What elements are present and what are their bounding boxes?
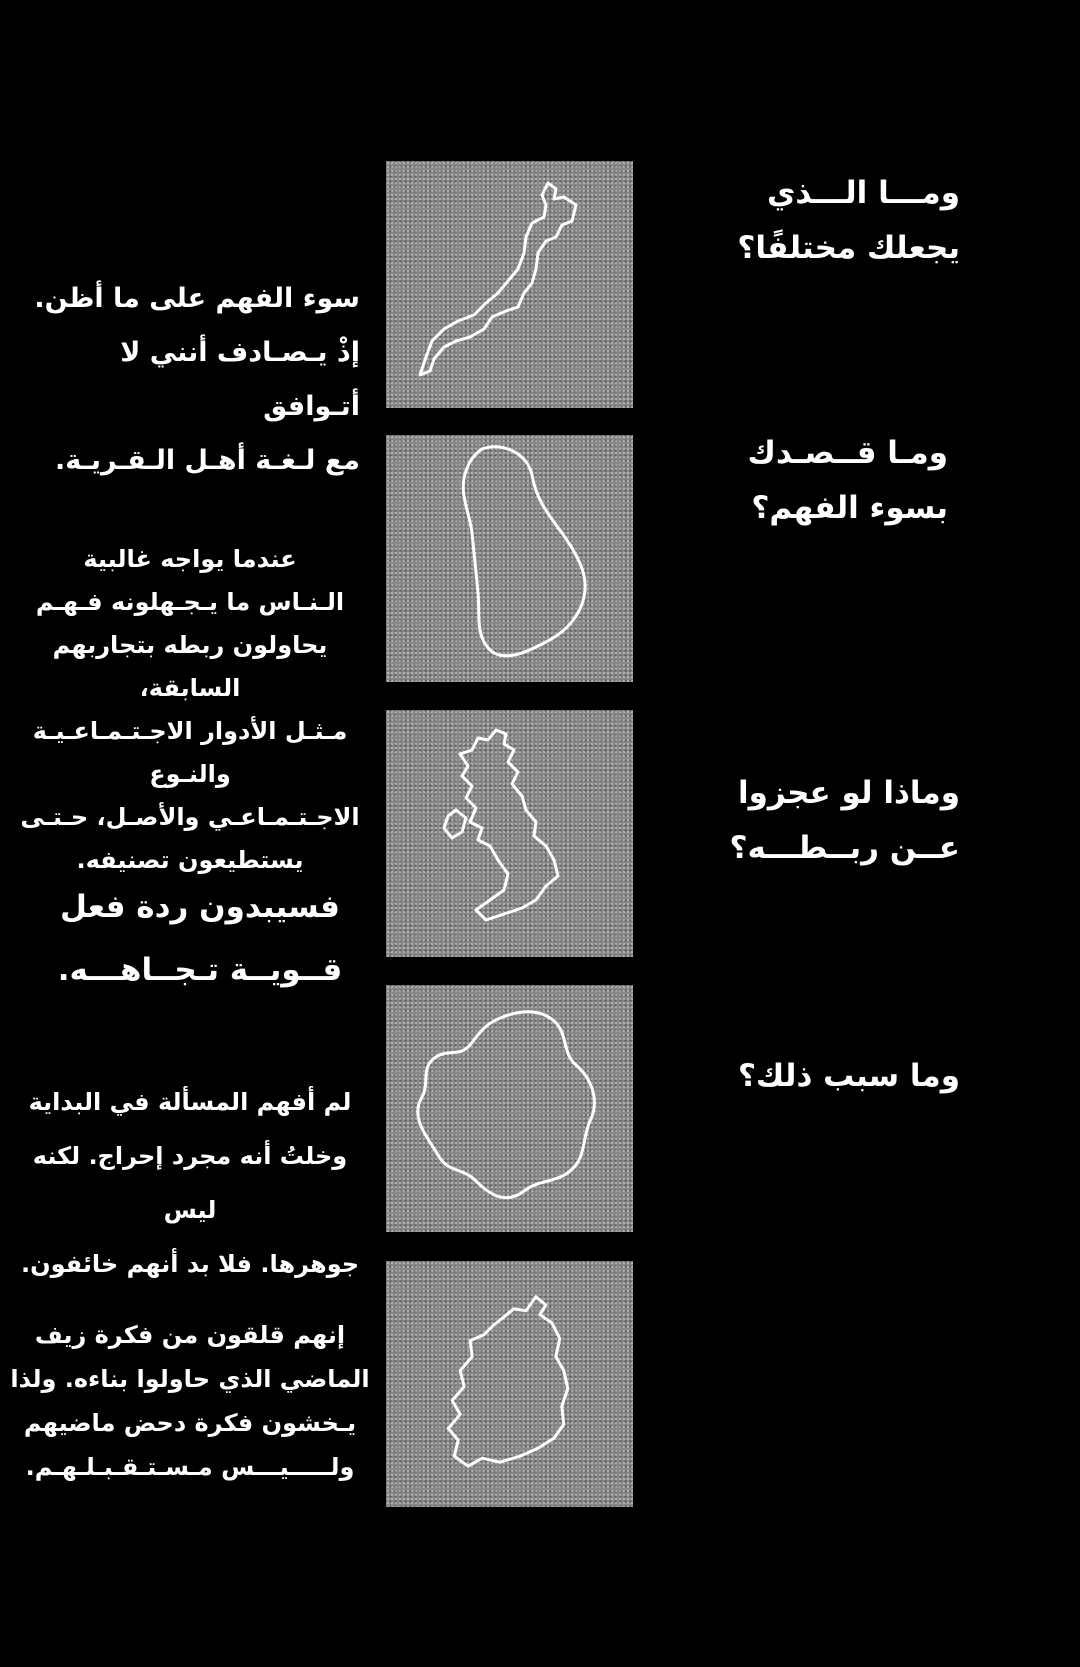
question-3-line-1: وماذا لو عجزوا [738,775,960,811]
map-panel-2 [386,435,633,682]
answer-4-line-1: لم أفهم المسألة في البداية [28,1088,352,1116]
answer-2-line-5: الاجـتـمـاعـي والأصـل، حـتـى [20,803,360,831]
answer-5-line-3: يـخشون فكرة دحض ماضيهم [23,1409,357,1437]
question-4-line-1: وما سبب ذلك؟ [737,1058,960,1094]
answer-1-line-1: سوء الفهم على ما أظن. [34,283,360,314]
answer-5-line-4: ولـــــيـــس مـسـتـقـبـلـهـم. [25,1453,355,1481]
japan-outline-icon [386,161,633,408]
answer-4-line-3: جوهرها. فلا بد أنهم خائفون. [20,1250,360,1278]
blob-outline-icon [386,435,633,682]
question-2-line-1: ومـا قــصـدك [747,435,948,471]
answer-1-line-3: مع لـغـة أهـل الـقـريـة. [55,445,360,476]
question-3-line-2: عــن ربــطـــه؟ [729,830,960,866]
question-1-line-2: يجعلك مختلفًا؟ [737,230,960,266]
answer-1-line-2: إذْ يـصـادف أنني لا أتـوافق [120,337,360,422]
answer-3-line-2: قــويــة تـجــاهـــه. [57,952,343,988]
answer-1 [20,272,360,488]
question-3 [720,766,960,876]
answer-2-line-2: الـنـاس ما يـجـهلونه فـهـم [35,588,345,616]
answer-2-line-4: مـثـل الأدوار الاجـتـمـاعـيـة والنـوع [32,717,348,788]
question-2 [720,426,948,536]
great-britain-outline-icon [386,710,633,957]
map-panel-3 [386,710,633,957]
answer-2-line-3: يحاولون ربطه بتجاربهم السابقة، [52,631,328,702]
map-panel-1 [386,161,633,408]
answer-2-line-1: عندما يواجه غالبية [83,545,297,573]
answer-4 [8,1075,372,1291]
answer-5-line-1: إنهم قلقون من فكرة زيف [34,1321,346,1349]
map-panel-5 [386,1261,633,1507]
question-4 [720,1049,960,1104]
question-1 [720,166,960,276]
answer-2-line-6: يستطيعون تصنيفه. [76,846,304,874]
answer-5-line-2: الماضي الذي حاولوا بناءه. ولذا [10,1365,370,1393]
answer-2 [8,538,372,882]
answer-3 [40,876,360,1002]
answer-5 [8,1313,372,1489]
answer-3-line-1: فسيبدون ردة فعل [60,889,340,925]
question-1-line-1: ومـــا الـــذي [766,175,960,211]
map-panel-4 [386,985,633,1232]
answer-4-line-2: وخلتُ أنه مجرد إحراج. لكنه ليس [32,1142,348,1224]
island-outline-icon [386,985,633,1232]
ireland-outline-icon [386,1261,633,1507]
question-2-line-2: بسوء الفهم؟ [751,490,948,526]
